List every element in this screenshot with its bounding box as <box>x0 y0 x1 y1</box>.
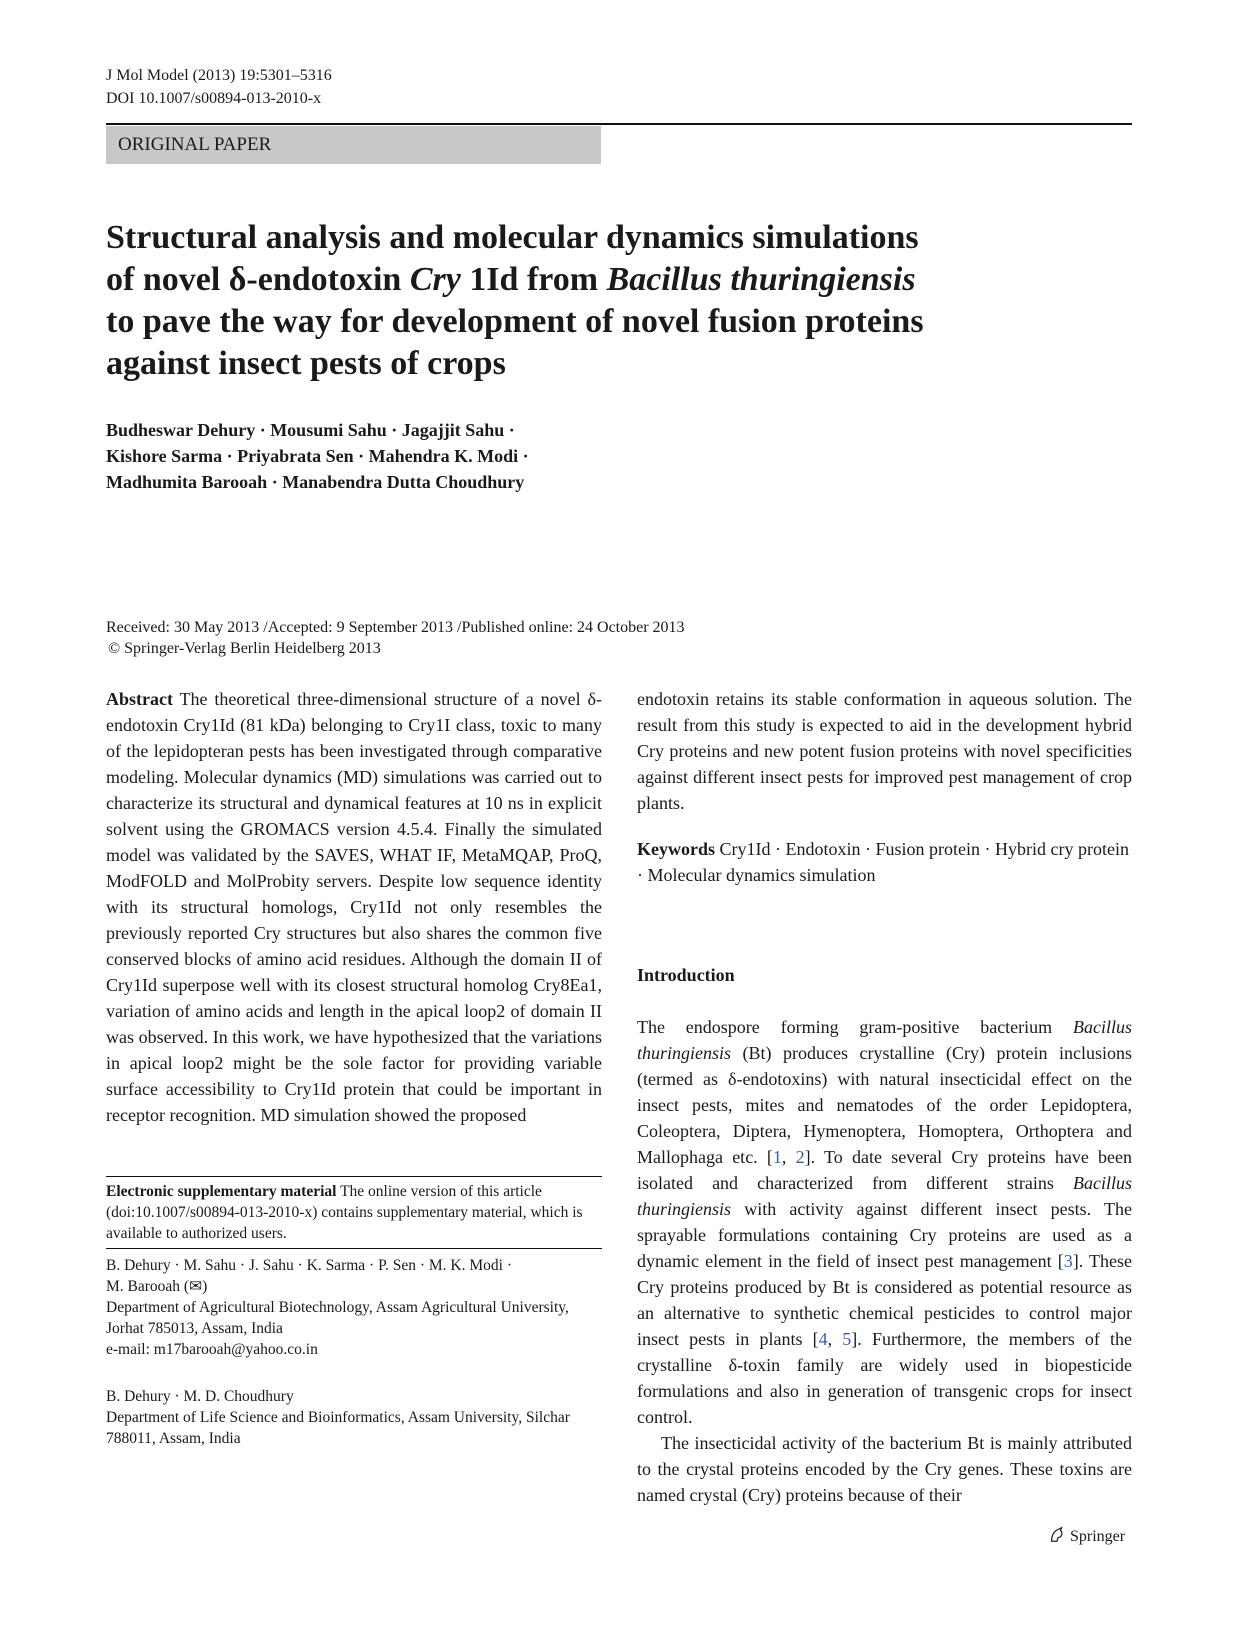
authors-line-2: Kishore Sarma · Priyabrata Sen · Mahendra K. Modi · <box>106 446 529 466</box>
citation-link[interactable]: 4 <box>818 1329 828 1349</box>
introduction-heading: Introduction <box>637 965 735 985</box>
corresponding-author: M. Barooah (✉) <box>106 1278 208 1295</box>
publisher-logo <box>1048 1526 1125 1548</box>
citation-link[interactable]: 5 <box>842 1329 852 1349</box>
keywords-text: Cry1Id · Endotoxin · Fusion protein · Hybrid cry protein · Molecular dynamics simulation <box>637 839 1129 885</box>
journal-citation: J Mol Model (2013) 19:5301–5316 <box>106 67 332 84</box>
title-line-1: Structural analysis and molecular dynamics simulations <box>106 219 919 256</box>
supplementary-note <box>106 1181 602 1244</box>
abstract-label: Abstract <box>106 689 173 709</box>
paper-title <box>106 217 1006 385</box>
abstract-paragraph <box>106 686 602 1128</box>
authors-line-3: Madhumita Barooah · Manabendra Dutta Choudhury <box>106 472 525 492</box>
affiliation-2-names: B. Dehury · M. D. Choudhury <box>106 1388 294 1405</box>
affiliation-1-department: Department of Agricultural Biotechnology, Assam Agricultural University, Jorhat 785013, Assam, India <box>106 1299 569 1337</box>
author-list <box>106 417 806 495</box>
citation-link[interactable]: 2 <box>795 1147 805 1167</box>
citation-link[interactable]: 3 <box>1063 1251 1073 1271</box>
header-rule <box>106 123 1132 125</box>
received-accepted-line: Received: 30 May 2013 /Accepted: 9 September 2013 /Published online: 24 October 2013 <box>106 619 685 636</box>
affiliation-2 <box>106 1386 602 1449</box>
authors-line-1: Budheswar Dehury · Mousumi Sahu · Jagajjit Sahu · <box>106 420 515 440</box>
abstract-continuation: endotoxin retains its stable conformation in aqueous solution. The result from this study is expected to aid in the development hybrid Cry proteins and new potent fusion proteins with novel specificities against different insect pests for improved pest management of crop plants. <box>637 689 1132 813</box>
corresponding-email[interactable]: e-mail: m17barooah@yahoo.co.in <box>106 1341 318 1358</box>
springer-horse-icon <box>1048 1526 1066 1544</box>
affiliation-2-department: Department of Life Science and Bioinformatics, Assam University, Silchar 788011, Assam, India <box>106 1409 570 1447</box>
title-line-3: to pave the way for development of novel fusion proteins <box>106 303 924 340</box>
copyright-line: © Springer-Verlag Berlin Heidelberg 2013 <box>108 640 381 657</box>
article-type-badge: ORIGINAL PAPER <box>106 126 601 164</box>
affiliation-1 <box>106 1255 602 1360</box>
citation-link[interactable]: 1 <box>772 1147 782 1167</box>
esm-text: The online version of this article (doi:10.1007/s00894-013-2010-x) contains supplementary material, which is available to authorized users. <box>106 1183 583 1242</box>
esm-label: Electronic supplementary material <box>106 1183 337 1200</box>
affiliation-1-names: B. Dehury · M. Sahu · J. Sahu · K. Sarma · P. Sen · M. K. Modi · <box>106 1257 512 1274</box>
doi-line: DOI 10.1007/s00894-013-2010-x <box>106 90 322 107</box>
abstract-section <box>106 686 602 1128</box>
introduction-paragraph-1: The endospore forming gram-positive bacterium Bacillus thuringiensis (Bt) produces crystalline (Cry) protein inclusions (termed as δ-endotoxins) with natural insecticidal effect on the insect pests, mites and nematodes of the order Lepidoptera, Coleoptera, Diptera, Hymenoptera, Homoptera, Orthoptera and Mallophaga etc. [1, 2]. To date several Cry proteins have been isolated and characterized from different strains Bacillus thuringiensis with activity against different insect pests. The sprayable formulations containing Cry proteins are used as a dynamic element in the field of insect pest management [3]. These Cry proteins produced by Bt is considered as potential resource as an alternative to synthetic chemical pesticides to control major insect pests in plants [4, 5]. Furthermore, the members of the crystalline δ-toxin family are widely used in biopesticide formulations and also in generation of transgenic crops for insect control. <box>637 1017 1133 1427</box>
publication-dates <box>106 617 1132 659</box>
footnote-rule-1 <box>106 1176 602 1177</box>
title-line-4: against insect pests of crops <box>106 345 506 382</box>
footnote-rule-2 <box>106 1248 602 1249</box>
introduction-paragraph-2: The insecticidal activity of the bacterium Bt is mainly attributed to the crystal proteins encoded by the Cry genes. These toxins are named crystal (Cry) proteins because of their <box>637 1433 1132 1505</box>
publisher-name: Springer <box>1070 1528 1126 1545</box>
keywords-label: Keywords <box>637 839 715 859</box>
journal-reference <box>106 64 332 110</box>
keywords <box>637 836 1132 888</box>
abstract-text: The theoretical three-dimensional structure of a novel δ-endotoxin Cry1Id (81 kDa) belonging to Cry1I class, toxic to many of the lepidopteran pests has been investigated through comparative modeling. Molecular dynamics (MD) simulations was carried out to characterize its structural and dynamical features at 10 ns in explicit solvent using the GROMACS version 4.5.4. Finally the simulated model was validated by the SAVES, WHAT IF, MetaMQAP, ProQ, ModFOLD and MolProbity servers. Despite low sequence identity with its structural homologs, Cry1Id not only resembles the previously reported Cry structures but also shares the common five conserved blocks of amino acid residues. Although the domain II of Cry1Id superpose well with its closest structural homolog Cry8Ea1, variation of amino acids and length in the apical loop2 of domain II was observed. In this work, we have hypothesized that the variations in apical loop2 might be the sole factor for providing variable surface accessibility to Cry1Id protein that could be important in receptor recognition. MD simulation showed the proposed <box>106 689 602 1125</box>
right-column <box>637 686 1132 1508</box>
title-line-2: of novel δ-endotoxin Cry 1Id from Bacillus thuringiensis <box>106 261 916 298</box>
